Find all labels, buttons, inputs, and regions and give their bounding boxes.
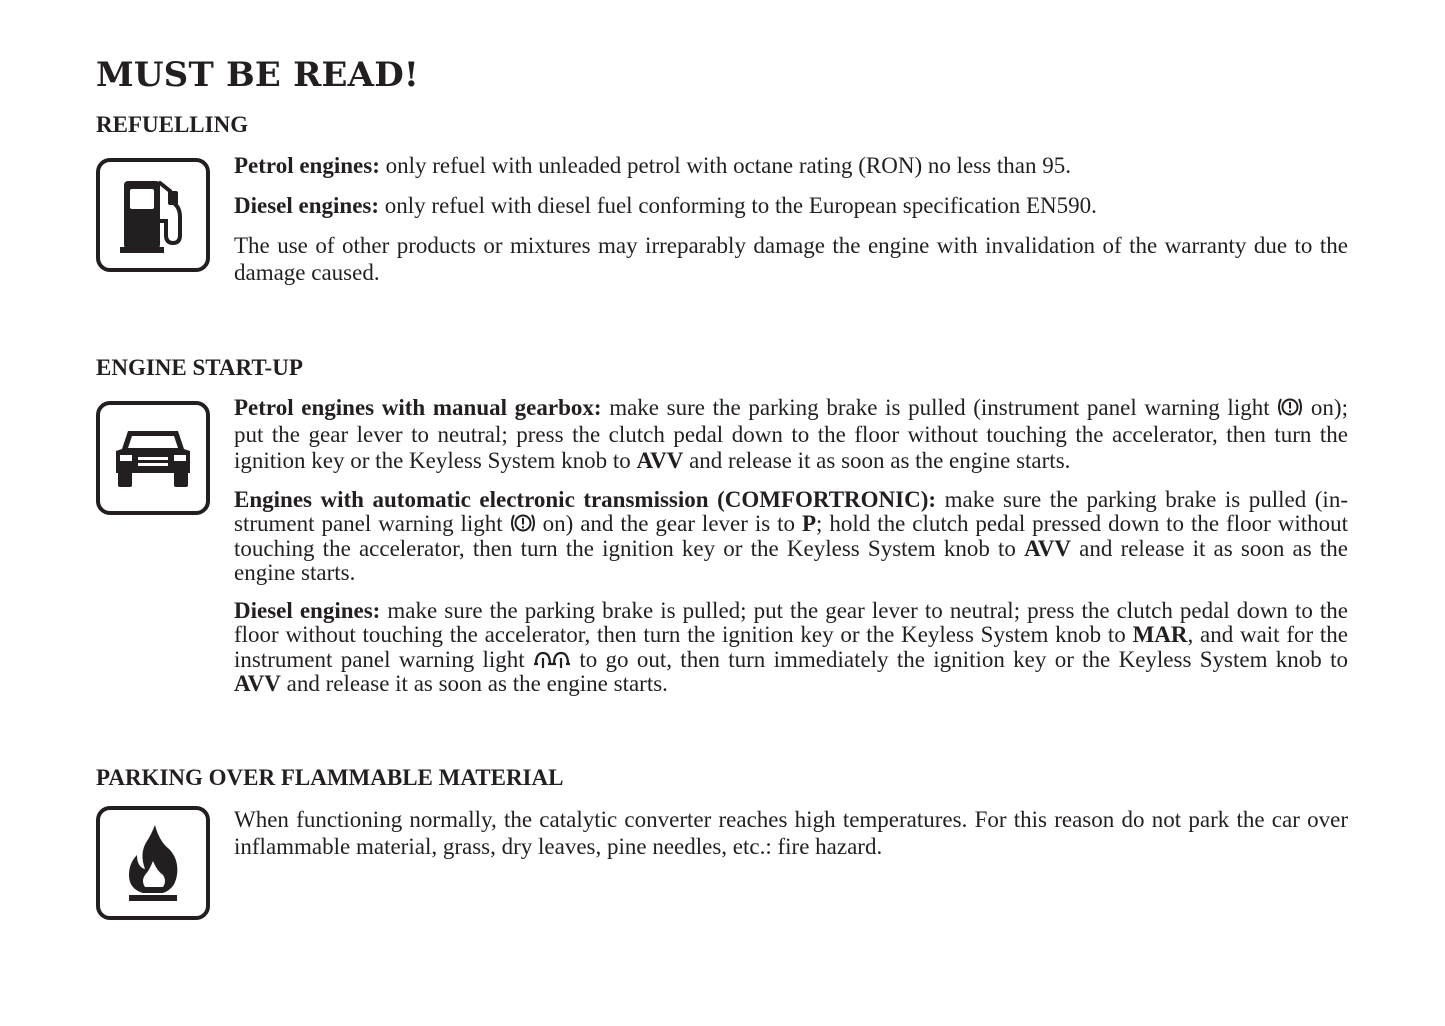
refuelling-warning-paragraph: The use of other products or mixtures may irreparably damage the engine with invalidation of the warranty due to the damage caused.	[234, 233, 1348, 285]
glow-plug-warning-icon	[533, 650, 571, 670]
automatic-text-1: make sure the parking brake is pulled (in-strument panel warning light	[234, 486, 1348, 536]
automatic-text-2: on) and the gear lever is to	[535, 511, 802, 536]
refuelling-text	[234, 152, 1348, 297]
engine-start-text	[234, 395, 1348, 710]
automatic-transmission-paragraph	[234, 488, 1348, 586]
parking-brake-warning-icon	[510, 512, 536, 534]
flame-icon-box	[96, 806, 210, 920]
diesel-start-text-1: make sure the parking brake is pulled; put the gear lever to neutral; press the clutch pedal down to the floor without touching the accelerator, then turn the ignition key or the Keyless System knob to	[234, 597, 1348, 647]
petrol-engines-label: Petrol engines:	[234, 153, 380, 178]
manual-gearbox-label: Petrol engines with manual gearbox:	[234, 395, 602, 420]
automatic-text-3: ; hold the clutch pedal pressed down to the floor without touching the accelerator, then turn the ignition key or the Keyless System knob to	[234, 511, 1348, 561]
diesel-start-label: Diesel engines:	[234, 597, 381, 623]
manual-gearbox-text-3: and release it as soon as the engine starts.	[683, 448, 1071, 473]
manual-gearbox-paragraph	[234, 395, 1348, 475]
diesel-avv-label: AVV	[234, 671, 281, 696]
automatic-transmission-label: Engines with automatic electronic transmission (COMFORTRONIC):	[234, 486, 937, 512]
diesel-start-text-4: and release it as soon as the engine starts.	[280, 671, 668, 696]
gear-p-label: P	[801, 511, 817, 536]
car-front-icon-box	[96, 401, 210, 515]
diesel-start-paragraph	[234, 599, 1348, 697]
flame-icon	[125, 823, 181, 903]
section-heading-parking: PARKING OVER FLAMMABLE MATERIAL	[96, 765, 564, 790]
automatic-avv-label: AVV	[1024, 535, 1071, 561]
diesel-engines-text: only refuel with diesel fuel conforming to the European specification EN590.	[379, 193, 1097, 218]
diesel-start-text-2: , and wait for the instrument panel warning light	[234, 622, 1348, 672]
fuel-pump-icon-box	[96, 158, 210, 272]
petrol-engines-text: only refuel with unleaded petrol with octane rating (RON) no less than 95.	[379, 153, 1071, 178]
diesel-engines-label: Diesel engines:	[234, 193, 380, 218]
manual-gearbox-text-1: make sure the parking brake is pulled (instrument panel warning light	[601, 395, 1278, 420]
car-front-icon	[114, 427, 192, 489]
refuelling-petrol-paragraph	[234, 152, 1348, 179]
parking-brake-warning-icon	[1277, 396, 1303, 418]
parking-text	[234, 806, 1348, 871]
diesel-start-text-3: to go out, then turn immediately the ignition key or the Keyless System knob to	[571, 646, 1348, 672]
parking-paragraph: When functioning normally, the catalytic converter reaches high temperatures. For this reason do not park the car over inflammable material, grass, dry leaves, pine needles, etc.: fire hazard.	[234, 807, 1348, 859]
manual-gearbox-text-2: on); put the gear lever to neutral; press the clutch pedal down to the floor without touching the accelerator, then turn the ignition key or the Keyless System knob to	[234, 395, 1348, 473]
fuel-pump-icon	[118, 177, 188, 253]
diesel-mar-label: MAR	[1132, 622, 1188, 647]
refuelling-diesel-paragraph	[234, 192, 1348, 219]
manual-avv-label: AVV	[636, 448, 684, 473]
automatic-text-4: and release it as soon as the engine starts.	[234, 535, 1348, 585]
page-title: MUST BE READ!	[96, 55, 420, 95]
section-heading-engine-start: ENGINE START-UP	[96, 355, 303, 380]
section-heading-refuelling: REFUELLING	[96, 112, 249, 137]
